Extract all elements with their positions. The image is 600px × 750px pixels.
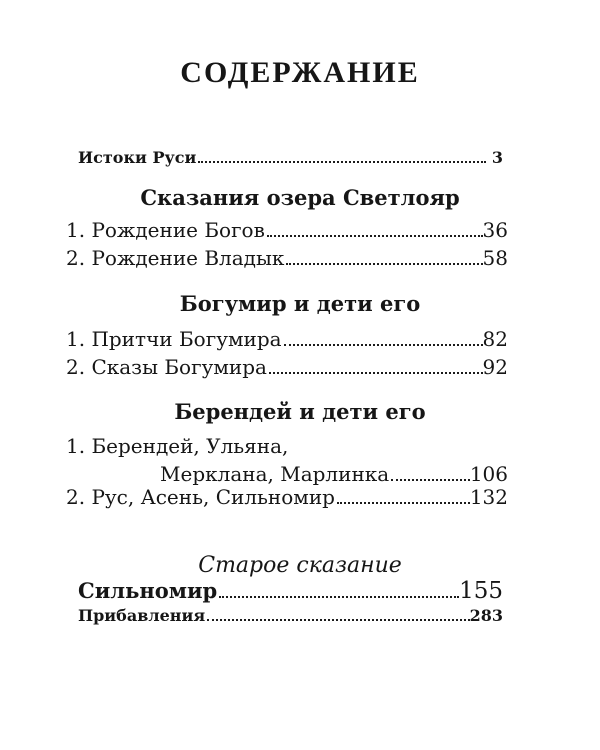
entry-label: 1. Притчи Богумира [66, 327, 282, 351]
dot-leader [269, 372, 483, 374]
section-heading-berendey: Берендей и дети его [174, 399, 426, 424]
entry-label: Сильномир [78, 578, 218, 603]
entry-label-line2: Мерклана, Марлинка [160, 462, 390, 486]
dot-leader [286, 263, 482, 265]
dot-leader [198, 161, 486, 163]
toc-entry-berendey-ulyana [66, 432, 508, 488]
toc-entry-pribavleniya [0, 605, 600, 626]
entry-label: 1. Рождение Богов [66, 218, 265, 242]
page-number: 283 [469, 606, 503, 625]
dot-leader [337, 502, 470, 504]
toc-item-group [0, 216, 600, 272]
toc-item-group [0, 325, 600, 381]
page-number: 36 [482, 218, 508, 242]
section-heading-bogumir: Богумир и дети его [179, 291, 421, 316]
dot-leader [219, 596, 459, 598]
page-number: 58 [482, 246, 508, 270]
toc-entry-pritchi-bogumira [66, 325, 508, 353]
page-number: 82 [482, 327, 508, 351]
entry-label: 2. Рус, Асень, Сильномир [66, 485, 335, 509]
section-heading-skazaniya: Сказания озера Светлояр [140, 185, 460, 210]
page-number: 106 [469, 462, 508, 486]
page-title: СОДЕРЖАНИЕ [180, 56, 420, 89]
toc-item-group [0, 432, 600, 511]
toc-entry-istoki-rusi [0, 147, 600, 168]
entry-label: 2. Сказы Богумира [66, 355, 267, 379]
entry-label: 2. Рождение Владык [66, 246, 285, 270]
toc-entry-rozhdenie-vladyk [66, 244, 508, 272]
toc-entry-rozhdenie-bogov [66, 216, 508, 244]
dot-leader [267, 235, 483, 237]
entry-label: Истоки Руси [78, 148, 197, 167]
entry-label-line1: 1. Берендей, Ульяна, [66, 434, 289, 458]
toc-entry-silnomir [0, 577, 600, 605]
toc-entry-skazy-bogumira [66, 353, 508, 381]
dot-leader [391, 479, 470, 481]
page-number: 155 [459, 578, 503, 604]
entry-label: Прибавления [78, 606, 206, 625]
subtitle-staroe-skazanie: Старое сказание [198, 553, 402, 578]
dot-leader [207, 619, 469, 621]
dot-leader [284, 344, 483, 346]
page-number: 3 [491, 148, 503, 167]
page-number: 132 [469, 485, 508, 509]
toc-entry-rus-asen-silnomir [66, 483, 508, 511]
page-number: 92 [482, 355, 508, 379]
